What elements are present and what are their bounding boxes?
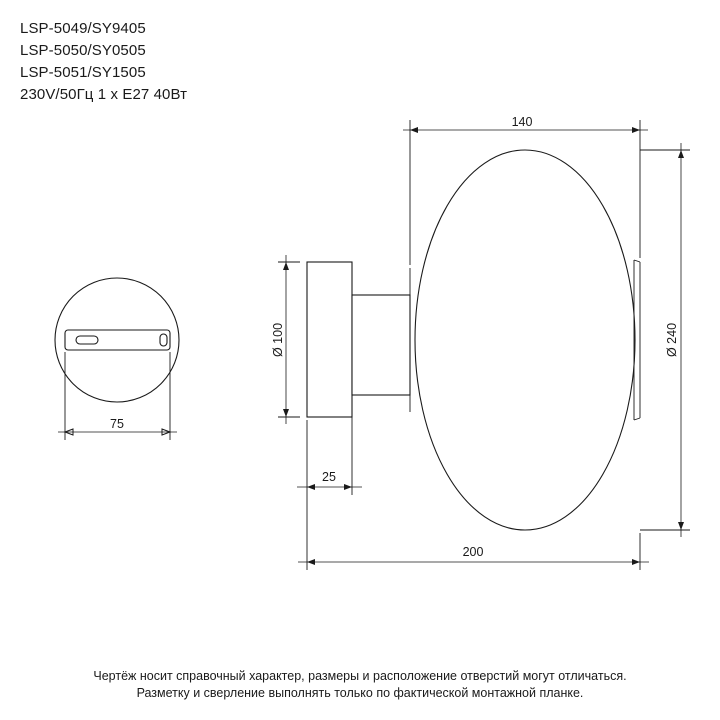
disclaimer-line-1: Чертёж носит справочный характер, размеры и расположение отверстий могут отличаться. (93, 669, 627, 683)
dim-label-200: 200 (462, 545, 484, 559)
mounting-plate-front-view (55, 278, 179, 440)
shade-ellipse (415, 150, 635, 530)
arm-block (352, 295, 410, 395)
arrow-top-d100 (283, 262, 289, 270)
arrow-top-d240 (678, 150, 684, 158)
product-code-line-1: LSP-5049/SY9405 (20, 20, 146, 37)
dim-label-25: 25 (322, 470, 336, 484)
shade-rim-cap-bottom (634, 418, 640, 420)
product-code-line-3: LSP-5051/SY1505 (20, 64, 146, 81)
arrow-bottom-d240 (678, 522, 684, 530)
arrow-left-200 (307, 559, 315, 565)
arrow-right-140 (632, 127, 640, 133)
arrow-left-140 (410, 127, 418, 133)
wall-base-block (307, 262, 352, 417)
product-code-line-2: LSP-5050/SY0505 (20, 42, 146, 59)
dim-label-140: 140 (511, 115, 533, 129)
arrow-right-200 (632, 559, 640, 565)
lamp-side-view (271, 115, 690, 570)
shade-rim-cap-top (634, 260, 640, 262)
plate-hole-right (160, 334, 167, 346)
dim-label-plate-width: 75 (110, 417, 124, 431)
arrow-bottom-d100 (283, 409, 289, 417)
dim-label-d100: Ø 100 (271, 322, 285, 358)
arrow-right-25 (344, 484, 352, 490)
disclaimer-line-2: Разметку и сверление выполнять только по фактической монтажной планке. (136, 686, 584, 700)
dim-label-d240: Ø 240 (665, 322, 679, 358)
arrow-left-25 (307, 484, 315, 490)
electrical-spec-line: 230V/50Гц 1 x E27 40Вт (20, 86, 188, 103)
plate-slot-left (76, 336, 98, 344)
disclaimer-note (0, 668, 720, 702)
